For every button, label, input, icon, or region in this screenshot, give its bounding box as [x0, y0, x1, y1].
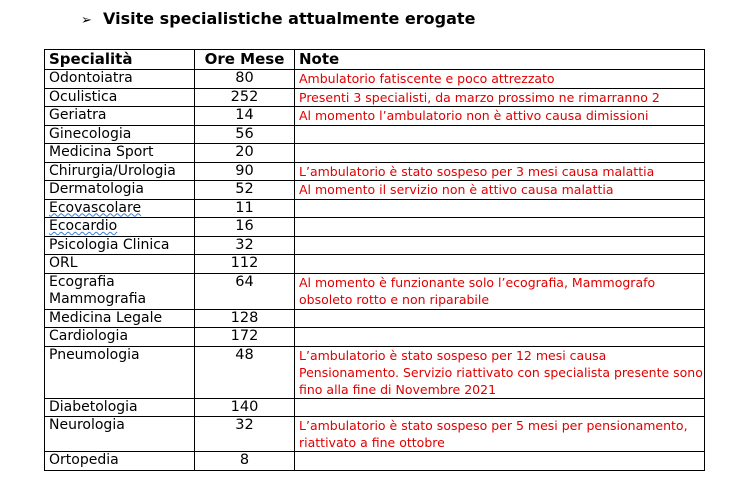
cell-note [295, 125, 705, 144]
cell-ore-mese: 56 [195, 125, 295, 144]
cell-note: Al momento l’ambulatorio non è attivo causa dimissioni [295, 107, 705, 126]
cell-note: L’ambulatorio è stato sospeso per 5 mesi per pensionamento, riattivato a fine ottobre [295, 417, 705, 452]
cell-ore-mese: 140 [195, 398, 295, 417]
specialist-visits-table [44, 49, 705, 471]
cell-note [295, 144, 705, 163]
table-row [45, 107, 705, 126]
header-note: Note [295, 50, 705, 70]
cell-ore-mese: 48 [195, 346, 295, 398]
table-row [45, 88, 705, 107]
cell-note: Presenti 3 specialisti, da marzo prossimo ne rimarranno 2 [295, 88, 705, 107]
table-row [45, 162, 705, 181]
cell-note: Ambulatorio fatiscente e poco attrezzato [295, 70, 705, 89]
cell-ore-mese: 252 [195, 88, 295, 107]
cell-ore-mese: 14 [195, 107, 295, 126]
cell-specialita: ORL [45, 255, 195, 274]
cell-specialita: Cardiologia [45, 328, 195, 347]
cell-ore-mese: 80 [195, 70, 295, 89]
cell-specialita: Odontoiatra [45, 70, 195, 89]
cell-specialita: Oculistica [45, 88, 195, 107]
cell-specialita: Neurologia [45, 417, 195, 452]
table-row [45, 218, 705, 237]
table-row [45, 255, 705, 274]
header-specialita: Specialità [45, 50, 195, 70]
cell-note: L’ambulatorio è stato sospeso per 12 mesi causa Pensionamento. Servizio riattivato con specialista presente sono fino alla fine di Novembre 2021 [295, 346, 705, 398]
table-row [45, 236, 705, 255]
cell-note [295, 398, 705, 417]
cell-ore-mese: 32 [195, 236, 295, 255]
heading-title: Visite specialistiche attualmente erogate [103, 9, 476, 28]
cell-ore-mese: 32 [195, 417, 295, 452]
cell-note [295, 309, 705, 328]
cell-ore-mese: 20 [195, 144, 295, 163]
cell-specialita: Dermatologia [45, 181, 195, 200]
cell-ore-mese: 128 [195, 309, 295, 328]
cell-note [295, 255, 705, 274]
cell-note [295, 218, 705, 237]
section-heading [81, 9, 475, 28]
cell-ore-mese: 11 [195, 199, 295, 218]
cell-note: Al momento è funzionante solo l’ecografia, Mammografo obsoleto rotto e non riparabile [295, 273, 705, 309]
cell-note: Al momento il servizio non è attivo causa malattia [295, 181, 705, 200]
cell-ore-mese: 172 [195, 328, 295, 347]
arrow-bullet-icon: ➢ [81, 13, 92, 28]
cell-ore-mese: 8 [195, 452, 295, 471]
table-row [45, 70, 705, 89]
cell-note [295, 236, 705, 255]
table-row [45, 452, 705, 471]
table-row [45, 273, 705, 309]
table-row [45, 417, 705, 452]
table-row [45, 181, 705, 200]
table-row [45, 309, 705, 328]
cell-ore-mese: 52 [195, 181, 295, 200]
cell-ore-mese: 112 [195, 255, 295, 274]
cell-specialita: Medicina Sport [45, 144, 195, 163]
cell-specialita: Ecografia Mammografia [45, 273, 195, 309]
header-ore-mese: Ore Mese [195, 50, 295, 70]
cell-note: L’ambulatorio è stato sospeso per 3 mesi causa malattia [295, 162, 705, 181]
table-header-row [45, 50, 705, 70]
table-row [45, 346, 705, 398]
table-row [45, 328, 705, 347]
cell-specialita: Chirurgia/Urologia [45, 162, 195, 181]
table-row [45, 398, 705, 417]
cell-specialita: Ecovascolare [45, 199, 195, 218]
cell-specialita: Ginecologia [45, 125, 195, 144]
table-row [45, 125, 705, 144]
cell-ore-mese: 90 [195, 162, 295, 181]
cell-specialita: Pneumologia [45, 346, 195, 398]
cell-note [295, 199, 705, 218]
cell-specialita: Diabetologia [45, 398, 195, 417]
cell-specialita: Ecocardio [45, 218, 195, 237]
table-row [45, 144, 705, 163]
cell-note [295, 328, 705, 347]
table-row [45, 199, 705, 218]
cell-specialita: Ortopedia [45, 452, 195, 471]
cell-note [295, 452, 705, 471]
cell-specialita: Psicologia Clinica [45, 236, 195, 255]
cell-specialita: Medicina Legale [45, 309, 195, 328]
cell-ore-mese: 16 [195, 218, 295, 237]
cell-ore-mese: 64 [195, 273, 295, 309]
cell-specialita: Geriatra [45, 107, 195, 126]
